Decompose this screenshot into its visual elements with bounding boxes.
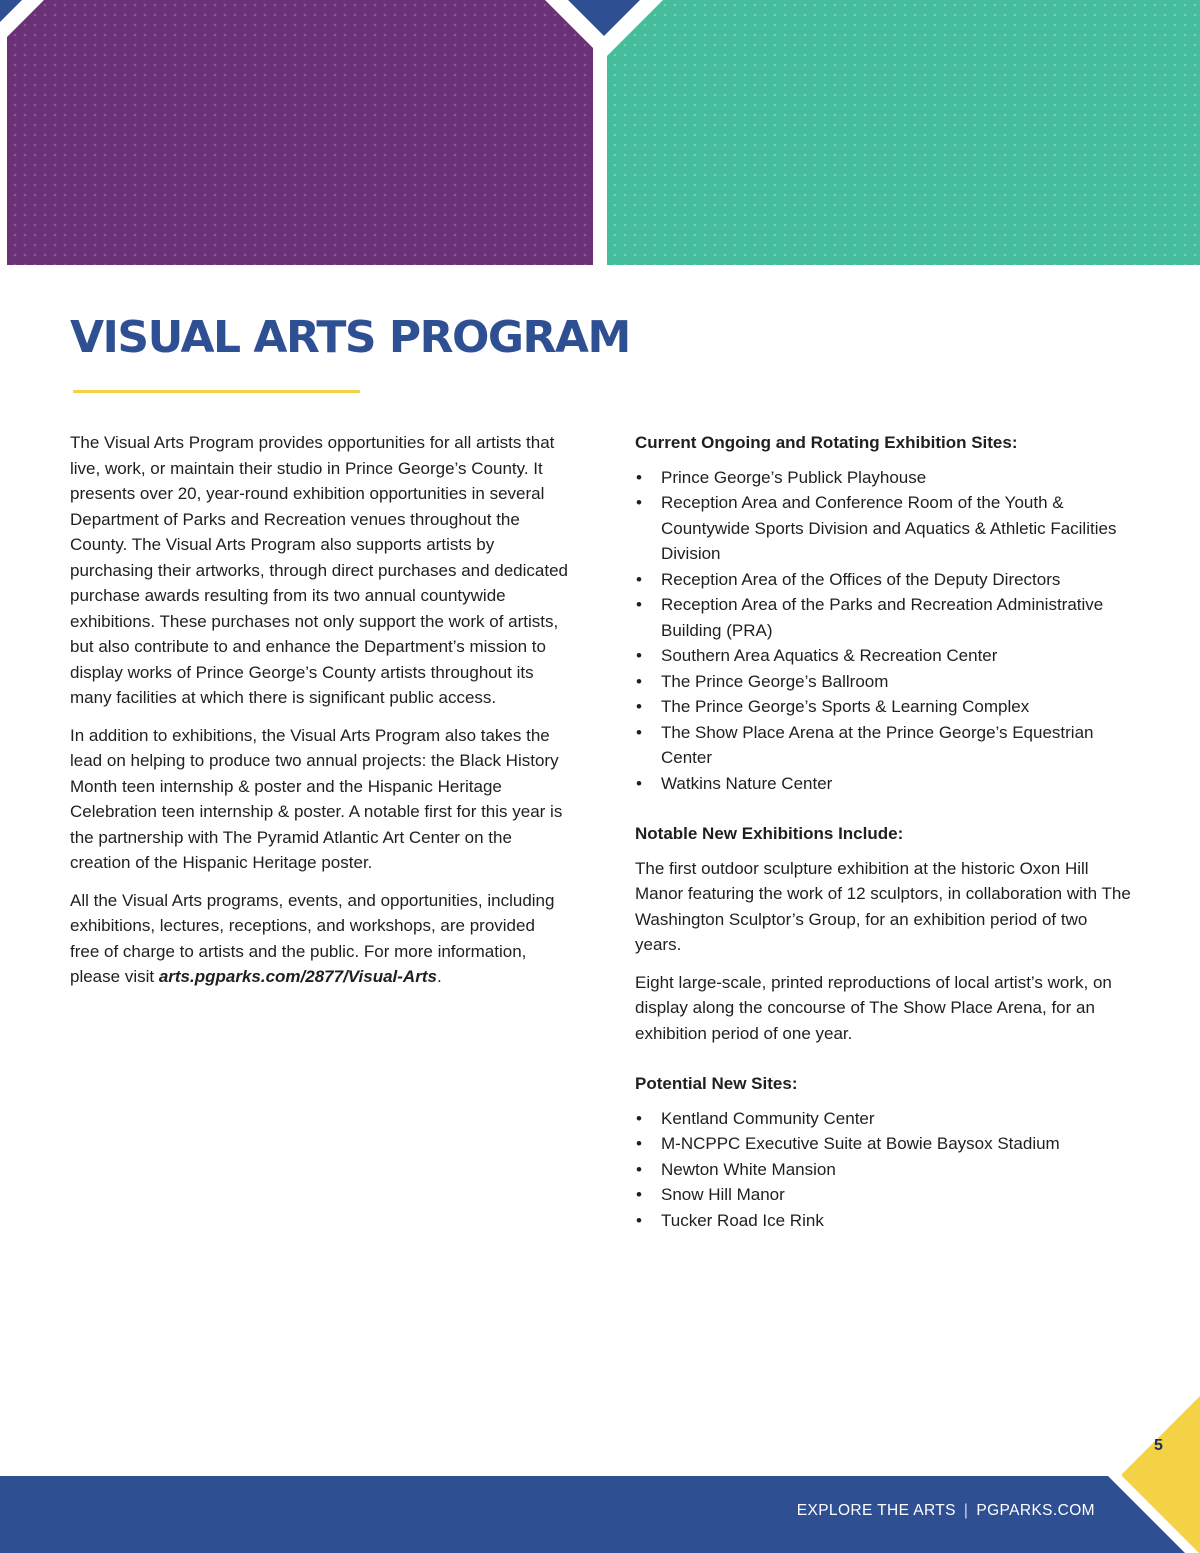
list-item: • Tucker Road Ice Rink xyxy=(635,1208,1135,1234)
list-item: • Newton White Mansion xyxy=(635,1157,1135,1183)
navy-corner-left xyxy=(0,0,22,22)
sites-list xyxy=(635,465,1135,797)
potential-heading: Potential New Sites: xyxy=(635,1074,798,1093)
projects-paragraph: In addition to exhibitions, the Visual Arts Program also takes the lead on helping to produce two annual projects: the Black History Month teen internship & poster and the Hispanic Heritage Celebration teen internship & poster. A notable first for this year is the partnership with The Pyramid Atlantic Art Center on the creation of the Hispanic Heritage poster. xyxy=(70,725,563,872)
intro-paragraph: The Visual Arts Program provides opportunities for all artists that live, work, or maintain their studio in Prince George’s County. It presents over 20, year-round exhibition opportunities in several Department of Parks and Recreation venues throughout the County. The Visual Arts Program also supports artists by purchasing their artworks, through direct purchases and dedicated purchase awards resulting from its two annual countywide exhibitions. These purchases not only support the work of artists, but also contribute to and enhance the Department’s mission to display works of Prince George’s County artists throughout its many facilities at which there is significant public access. xyxy=(70,433,569,707)
sites-heading: Current Ongoing and Rotating Exhibition Sites: xyxy=(635,433,1018,452)
notable-heading: Notable New Exhibitions Include: xyxy=(635,824,904,843)
list-item: • M-NCPPC Executive Suite at Bowie Baysox Stadium xyxy=(635,1131,1135,1157)
list-item: • Snow Hill Manor xyxy=(635,1182,1135,1208)
list-item: • Reception Area of the Parks and Recreation Administrative Building (PRA) xyxy=(635,592,1135,643)
footer-separator: | xyxy=(963,1502,969,1519)
right-column xyxy=(635,430,1135,1233)
info-end: . xyxy=(436,967,442,986)
title-underline xyxy=(73,390,360,393)
left-column xyxy=(70,430,568,1002)
list-item: • Prince George’s Publick Playhouse xyxy=(635,465,1135,491)
footer-site: PGPARKS.COM xyxy=(976,1502,1095,1519)
list-item: • Reception Area of the Offices of the Deputy Directors xyxy=(635,567,1135,593)
list-item: • Southern Area Aquatics & Recreation Center xyxy=(635,643,1135,669)
info-paragraph xyxy=(70,888,568,990)
list-item: • The Prince George’s Ballroom xyxy=(635,669,1135,695)
potential-list xyxy=(635,1106,1135,1234)
list-item: • The Show Place Arena at the Prince George’s Equestrian Center xyxy=(635,720,1135,771)
page-number: 5 xyxy=(1154,1437,1163,1454)
list-item: • Reception Area and Conference Room of the Youth & Countywide Sports Division and Aquatics & Athletic Facilities Division xyxy=(635,490,1135,567)
info-text: All the Visual Arts programs, events, and opportunities, including exhibitions, lectures, receptions, and workshops, are provided free of charge to artists and the public. For more information, please visit xyxy=(70,890,555,986)
footer-explore: EXPLORE THE ARTS xyxy=(796,1502,956,1519)
footer-bar xyxy=(0,1476,1200,1553)
navy-triangle xyxy=(568,0,640,36)
header-banner xyxy=(0,0,1200,280)
footer-text xyxy=(797,1502,1095,1520)
list-item: • Watkins Nature Center xyxy=(635,771,1135,797)
page-title: VISUAL ARTS PROGRAM xyxy=(70,312,630,363)
header-graphic xyxy=(0,0,1200,280)
list-item: • The Prince George’s Sports & Learning Complex xyxy=(635,694,1135,720)
notable-paragraph-1: The first outdoor sculpture exhibition at the historic Oxon Hill Manor featuring the work of 12 sculptors, in collaboration with The Washington Sculptor’s Group, for an exhibition period of two years. xyxy=(635,858,1131,954)
visual-arts-link[interactable]: arts.pgparks.com/2877/Visual-Arts xyxy=(158,967,437,986)
list-item: • Kentland Community Center xyxy=(635,1106,1135,1132)
notable-paragraph-2: Eight large-scale, printed reproductions of local artist’s work, on display along the concourse of The Show Place Arena, for an exhibition period of one year. xyxy=(635,972,1112,1043)
